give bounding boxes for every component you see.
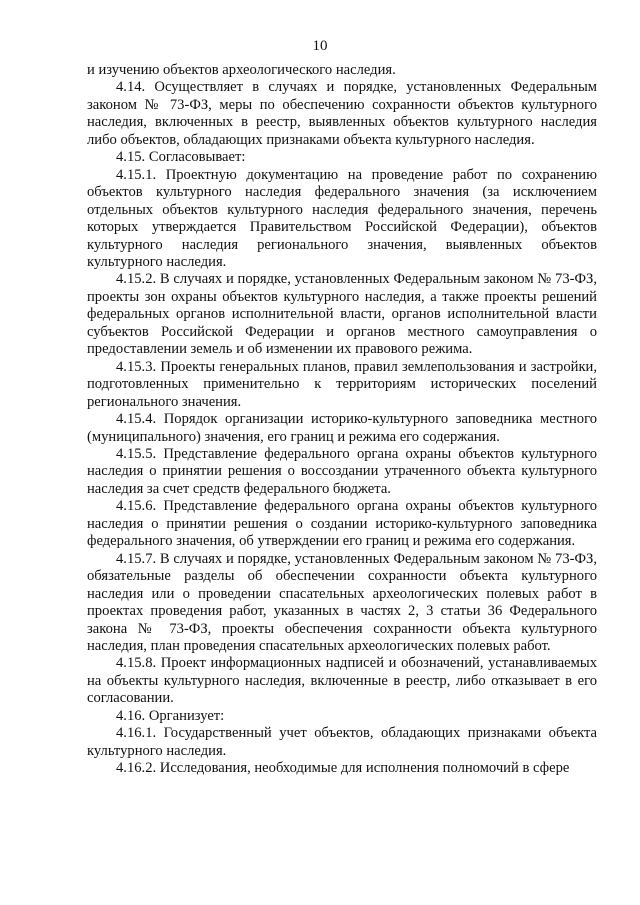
page-number: 10: [312, 38, 328, 54]
paragraph-4-15-4: 4.15.4. Порядок организации историко-культурного заповедника местного (муниципального) значения, его границ и режима его содержания.: [87, 411, 597, 445]
paragraph-4-15-2: 4.15.2. В случаях и порядке, установленных Федеральным законом № 73-ФЗ, проекты зон охраны объектов культурного наследия, а также проекты решений федеральных органов исполнительной власти, органов исполнительной власти субъектов Российской Федерации и органов местного самоуправления о предоставлении земель и об изменении их правового режима.: [87, 271, 597, 358]
paragraph-4-15-8: 4.15.8. Проект информационных надписей и обозначений, устанавливаемых на объекты культурного наследия, включенные в реестр, либо отказывает в его согласовании.: [87, 655, 597, 707]
paragraph-4-14: 4.14. Осуществляет в случаях и порядке, установленных Федеральным законом № 73-ФЗ, меры по обеспечению сохранности объектов культурного наследия, включенных в реестр, выявленных объектов культурного наследия либо объектов, обладающих признаками объекта культурного наследия.: [87, 79, 597, 148]
paragraph-4-16-2: 4.16.2. Исследования, необходимые для исполнения полномочий в сфере: [116, 760, 570, 777]
paragraph-continuation: и изучению объектов археологического наследия.: [87, 62, 396, 78]
document-body: [87, 62, 597, 778]
paragraph-4-16: 4.16. Организует:: [116, 707, 225, 724]
paragraph-4-15: 4.15. Согласовывает:: [116, 149, 246, 166]
paragraph-4-16-1: 4.16.1. Государственный учет объектов, обладающих признаками объекта культурного наследия.: [87, 725, 597, 759]
paragraph-4-15-5: 4.15.5. Представление федерального органа охраны объектов культурного наследия о принятии решения о воссоздании утраченного объекта культурного наследия за счет средств федерального бюджета.: [87, 445, 597, 497]
paragraph-4-15-3: 4.15.3. Проекты генеральных планов, правил землепользования и застройки, подготовленных применительно к территориям исторических поселений регионального значения.: [87, 358, 597, 410]
paragraph-4-15-7: 4.15.7. В случаях и порядке, установленных Федеральным законом № 73-ФЗ, обязательные разделы об обеспечении сохранности объекта культурного наследия или о проведении спасательных археологических полевых работ в проектах проведения работ, указанных в частях 2, 3 статьи 36 Федерального закона № 73-ФЗ, проекты обеспечения сохранности объекта культурного наследия, план проведения спасательных археологических полевых работ.: [87, 550, 597, 654]
paragraph-4-15-1: 4.15.1. Проектную документацию на проведение работ по сохранению объектов культурного наследия федерального значения (за исключением отдельных объектов культурного наследия федерального значения, перечень которых утверждается Правительством Российской Федерации), объектов культурного наследия регионального значения, выявленных объектов культурного наследия.: [87, 166, 597, 270]
paragraph-4-15-6: 4.15.6. Представление федерального органа охраны объектов культурного наследия о принятии решения о создании историко-культурного заповедника федерального значения, об утверждении его границ и режима его содержания.: [87, 498, 597, 550]
